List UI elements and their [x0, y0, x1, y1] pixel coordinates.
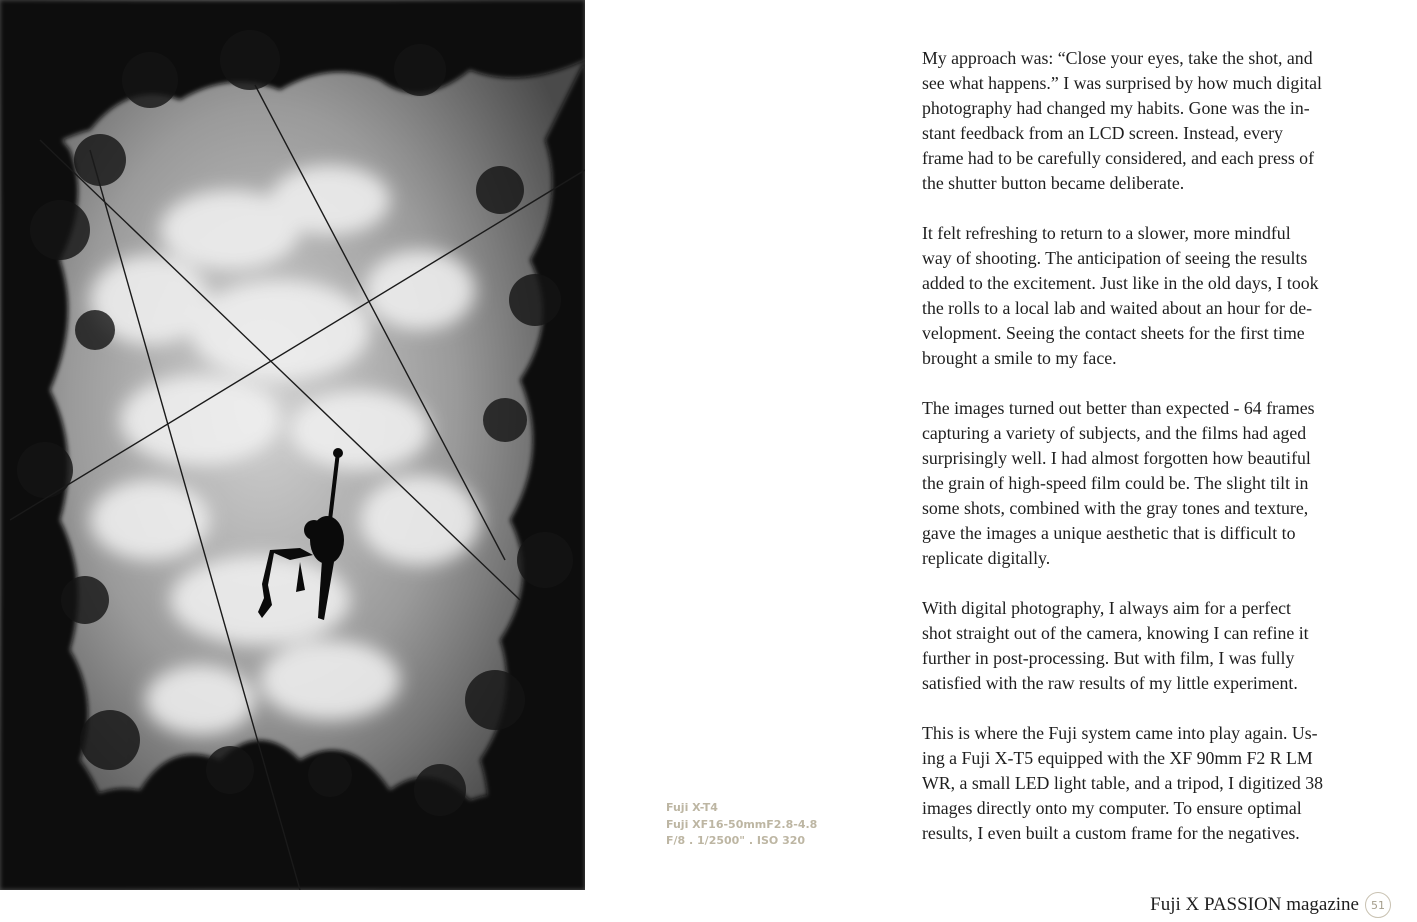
caption-camera: Fuji X-T4 [666, 801, 718, 814]
caption-settings: F/8 . 1/2500" . ISO 320 [666, 834, 806, 847]
article-paragraph-2: It felt refreshing to return to a slower, more mindful way of shooting. The anticipation of seeing the results added to the excitement. Just like in the old days, I took the rolls to a local lab and waited about an hour for de- velopment. Seeing the contact sheets for the first time brought a smile to my face. [922, 223, 1319, 368]
zipline-photo-art [0, 0, 585, 890]
article-paragraph-1: My approach was: “Close your eyes, take the shot, and see what happens.” I was surprised by how much digital photography had changed my habits. Gone was the in- stant feedback from an LCD screen. Instead, every frame had to be carefully considered, and each press of the shutter button became deliberate. [922, 48, 1322, 193]
article-body [922, 46, 1362, 871]
magazine-title: Fuji X PASSION magazine [1150, 894, 1359, 915]
photo-caption [666, 800, 817, 850]
article-paragraph-4: With digital photography, I always aim for a perfect shot straight out of the camera, knowing I can refine it further in post-processing. But with film, I was fully satisfied with the raw results of my little experiment. [922, 598, 1309, 693]
article-paragraph-3: The images turned out better than expected - 64 frames capturing a variety of subjects, and the films had aged surprisingly well. I had almost forgotten how beautiful the grain of high-speed film could be. The slight tilt in some shots, combined with the gray tones and texture, gave the images a unique aesthetic that is difficult to replicate digitally. [922, 398, 1315, 568]
page-number: 51 [1365, 892, 1391, 918]
page-footer [1150, 892, 1391, 918]
caption-lens: Fuji XF16-50mmF2.8-4.8 [666, 817, 818, 831]
article-paragraph-5: This is where the Fuji system came into play again. Us- ing a Fuji X-T5 equipped with the XF 90mm F2 R LM WR, a small LED light table, and a tripod, I digitized 38 images directly onto my computer. To ensure optimal results, I even built a custom frame for the negatives. [922, 723, 1323, 843]
zipline-photo [0, 0, 585, 890]
